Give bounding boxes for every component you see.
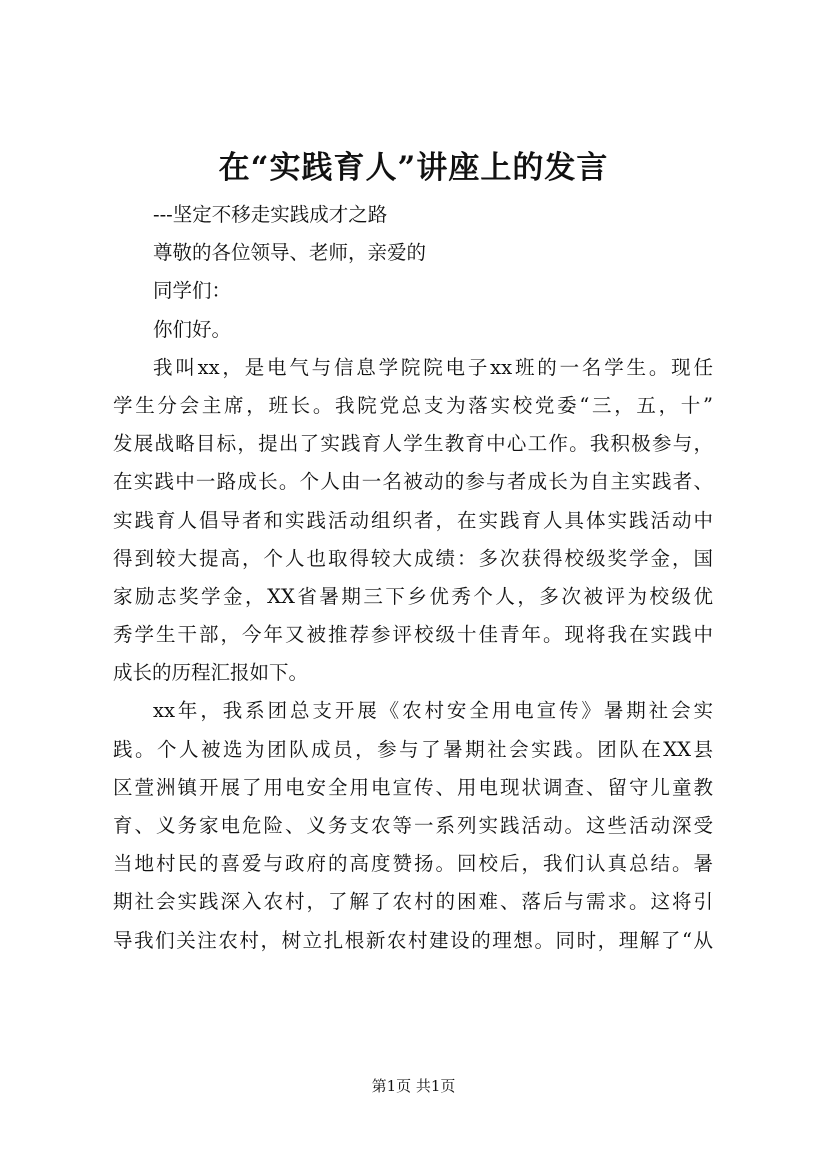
paragraph-line: 导我们关注农村，树立扎根新农村建设的理想。同时，理解了“从 xyxy=(113,928,713,952)
salutation-line: 同学们： xyxy=(153,279,232,303)
paragraph-line: 区萱洲镇开展了用电安全用电宣传、用电现状调查、留守儿童教 xyxy=(113,775,713,799)
document-body xyxy=(113,196,713,960)
paragraph-line: 发展战略目标，提出了实践育人学生教育中心工作。我积极参与， xyxy=(113,432,713,456)
subtitle-line: ---坚定不移走实践成才之路 xyxy=(153,203,388,226)
paragraph-line: 实践育人倡导者和实践活动组织者，在实践育人具体实践活动中 xyxy=(113,508,713,532)
paragraph-line: 在实践中一路成长。个人由一名被动的参与者成长为自主实践者、 xyxy=(113,470,713,494)
greeting-line: 你们好。 xyxy=(153,317,232,341)
paragraph-line: 我叫xx，是电气与信息学院院电子xx班的一名学生。现任 xyxy=(153,355,713,379)
paragraph-line: 育、义务家电危险、义务支农等一系列实践活动。这些活动深受 xyxy=(113,814,713,837)
page-title: 在“实践育人”讲座上的发言 xyxy=(218,150,609,186)
paragraph-line: 得到较大提高，个人也取得较大成绩：多次获得校级奖学金，国 xyxy=(113,546,713,570)
paragraph-line: 期社会实践深入农村，了解了农村的困难、落后与需求。这将引 xyxy=(113,890,713,914)
paragraph-line: 当地村民的喜爱与政府的高度赞扬。回校后，我们认真总结。暑 xyxy=(113,852,713,876)
paragraph-line: 秀学生干部，今年又被推荐参评校级十佳青年。现将我在实践中 xyxy=(113,623,713,647)
paragraph-line: 家励志奖学金，XX省暑期三下乡优秀个人，多次被评为校级优 xyxy=(113,584,713,608)
page-footer: 第1页 共1页 xyxy=(371,1077,456,1095)
paragraph-line: 学生分会主席，班长。我院党总支为落实校党委“三，五，十” xyxy=(113,393,713,417)
salutation-line: 尊敬的各位领导、老师，亲爱的 xyxy=(153,241,427,265)
paragraph-line: 践。个人被选为团队成员，参与了暑期社会实践。团队在XX县 xyxy=(113,737,713,761)
paragraph-line: 成长的历程汇报如下。 xyxy=(113,661,309,685)
paragraph-line: xx年，我系团总支开展《农村安全用电宣传》暑期社会实 xyxy=(153,699,713,723)
